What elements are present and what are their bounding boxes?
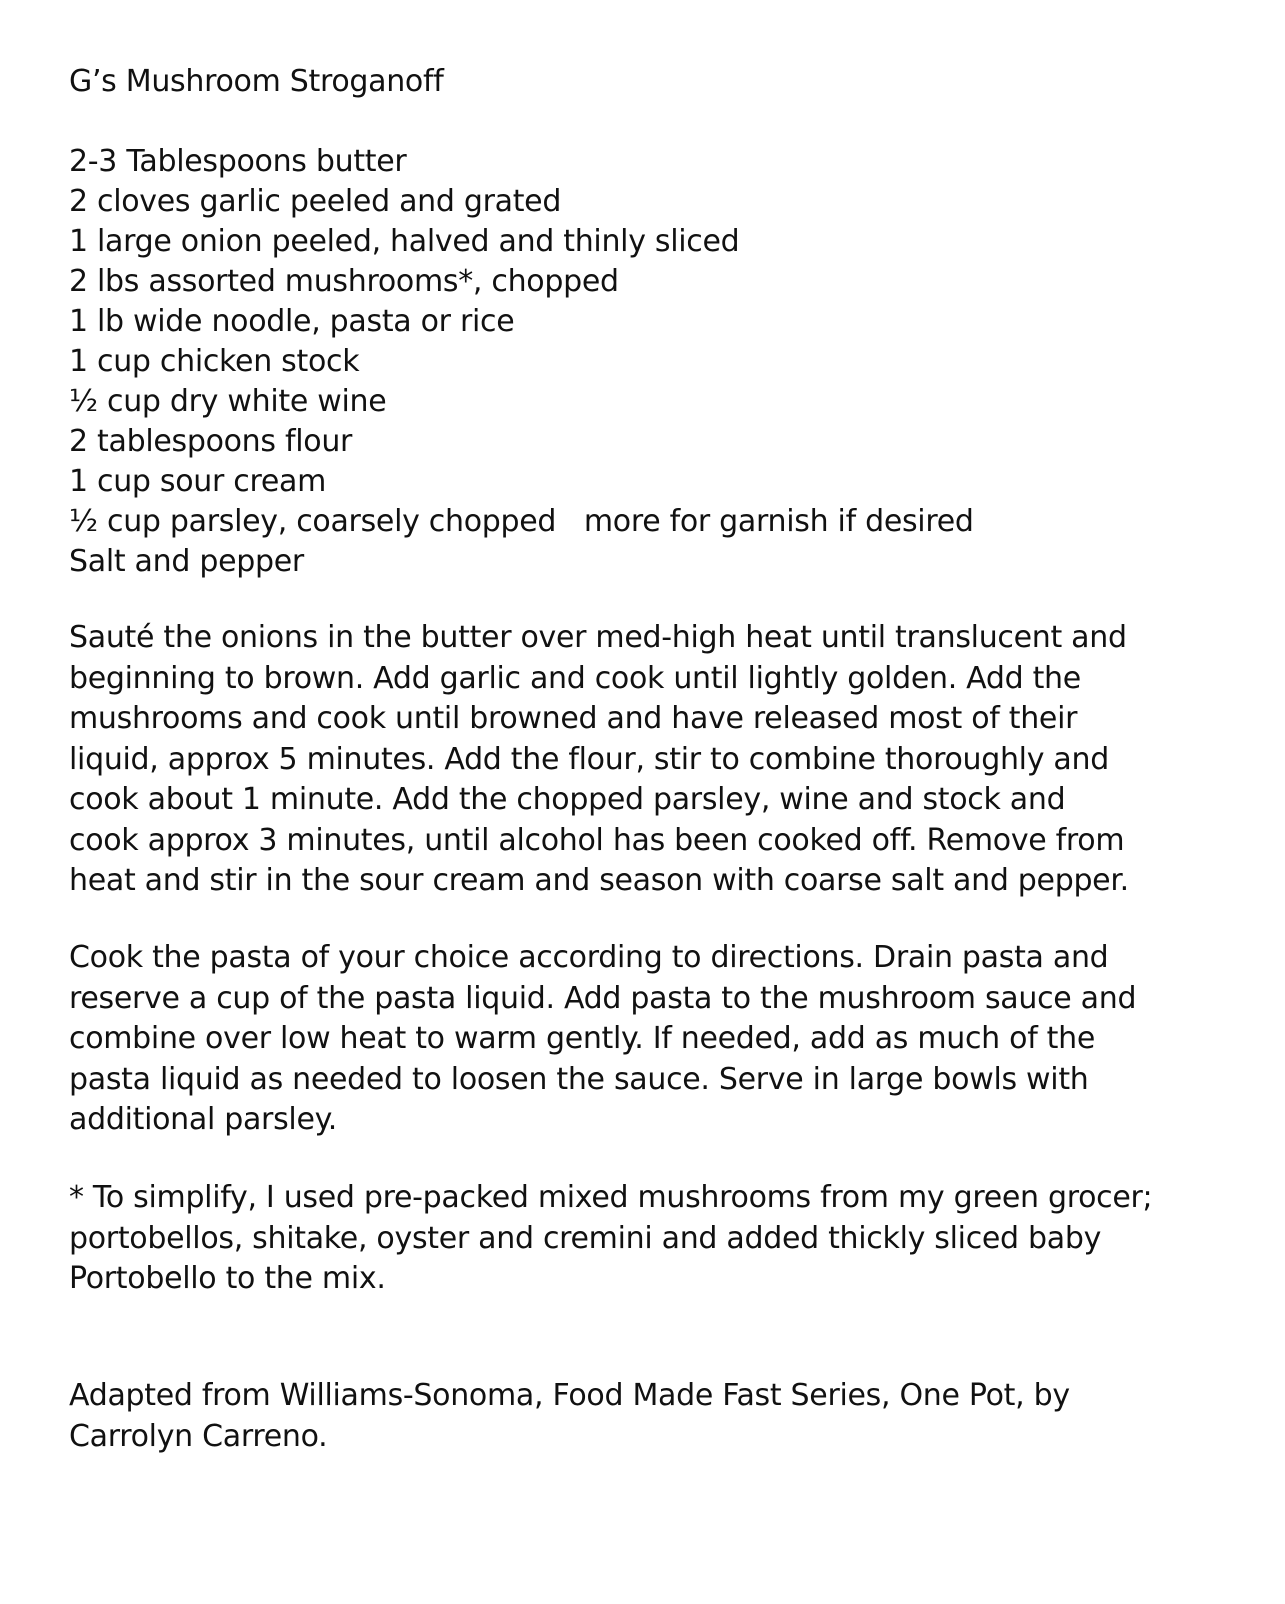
text-line: reserve a cup of the pasta liquid. Add pasta to the mushroom sauce and — [69, 980, 1137, 1016]
text-line: Portobello to the mix. — [69, 1261, 386, 1296]
ingredient-item: 2-3 Tablespoons butter — [69, 144, 407, 179]
ingredient-item: 1 cup sour cream — [69, 464, 327, 499]
text-line: Adapted from Williams-Sonoma, Food Made Fast Series, One Pot, by — [69, 1378, 1070, 1413]
text-line: combine over low heat to warm gently. If needed, add as much of the — [69, 1021, 1096, 1056]
text-line: cook about 1 minute. Add the chopped parsley, wine and stock and — [69, 782, 1066, 817]
ingredient-item: 1 cup chicken stock — [69, 344, 360, 379]
text-line: portobellos, shitake, oyster and cremini and added thickly sliced baby — [69, 1220, 1102, 1256]
ingredient-item: 2 lbs assorted mushrooms*, chopped — [69, 264, 619, 299]
attribution — [69, 1376, 1244, 1457]
ingredient-item: Salt and pepper — [69, 544, 304, 579]
cooking-instructions — [69, 618, 1244, 902]
recipe-title: G’s Mushroom Stroganoff — [69, 64, 444, 99]
text-line: Carrolyn Carreno. — [69, 1418, 328, 1454]
text-line: Sauté the onions in the butter over med-high heat until translucent and — [69, 620, 1127, 655]
text-line: cook approx 3 minutes, until alcohol has been cooked off. Remove from — [69, 822, 1125, 858]
text-line: * To simplify, I used pre-packed mixed mushrooms from my green grocer; — [69, 1180, 1153, 1215]
text-line: liquid, approx 5 minutes. Add the flour, stir to combine thoroughly and — [69, 741, 1109, 777]
ingredient-item: 1 lb wide noodle, pasta or rice — [69, 304, 515, 339]
ingredient-item: ½ cup dry white wine — [69, 384, 387, 419]
text-line: Cook the pasta of your choice according to directions. Drain pasta and — [69, 940, 1109, 975]
ingredient-item: ½ cup parsley, coarsely chopped more for garnish if desired — [69, 504, 974, 539]
ingredient-list — [69, 142, 974, 582]
ingredient-item: 2 tablespoons flour — [69, 424, 353, 459]
footnote — [69, 1178, 1244, 1300]
text-line: heat and stir in the sour cream and season with coarse salt and pepper. — [69, 863, 1129, 898]
text-line: beginning to brown. Add garlic and cook until lightly golden. Add the — [69, 660, 1081, 696]
text-line: mushrooms and cook until browned and have released most of their — [69, 701, 1078, 736]
pasta-instructions — [69, 938, 1244, 1141]
text-line: additional parsley. — [69, 1102, 338, 1137]
ingredient-item: 2 cloves garlic peeled and grated — [69, 184, 562, 219]
text-line: pasta liquid as needed to loosen the sauce. Serve in large bowls with — [69, 1061, 1089, 1097]
ingredient-item: 1 large onion peeled, halved and thinly sliced — [69, 224, 740, 259]
